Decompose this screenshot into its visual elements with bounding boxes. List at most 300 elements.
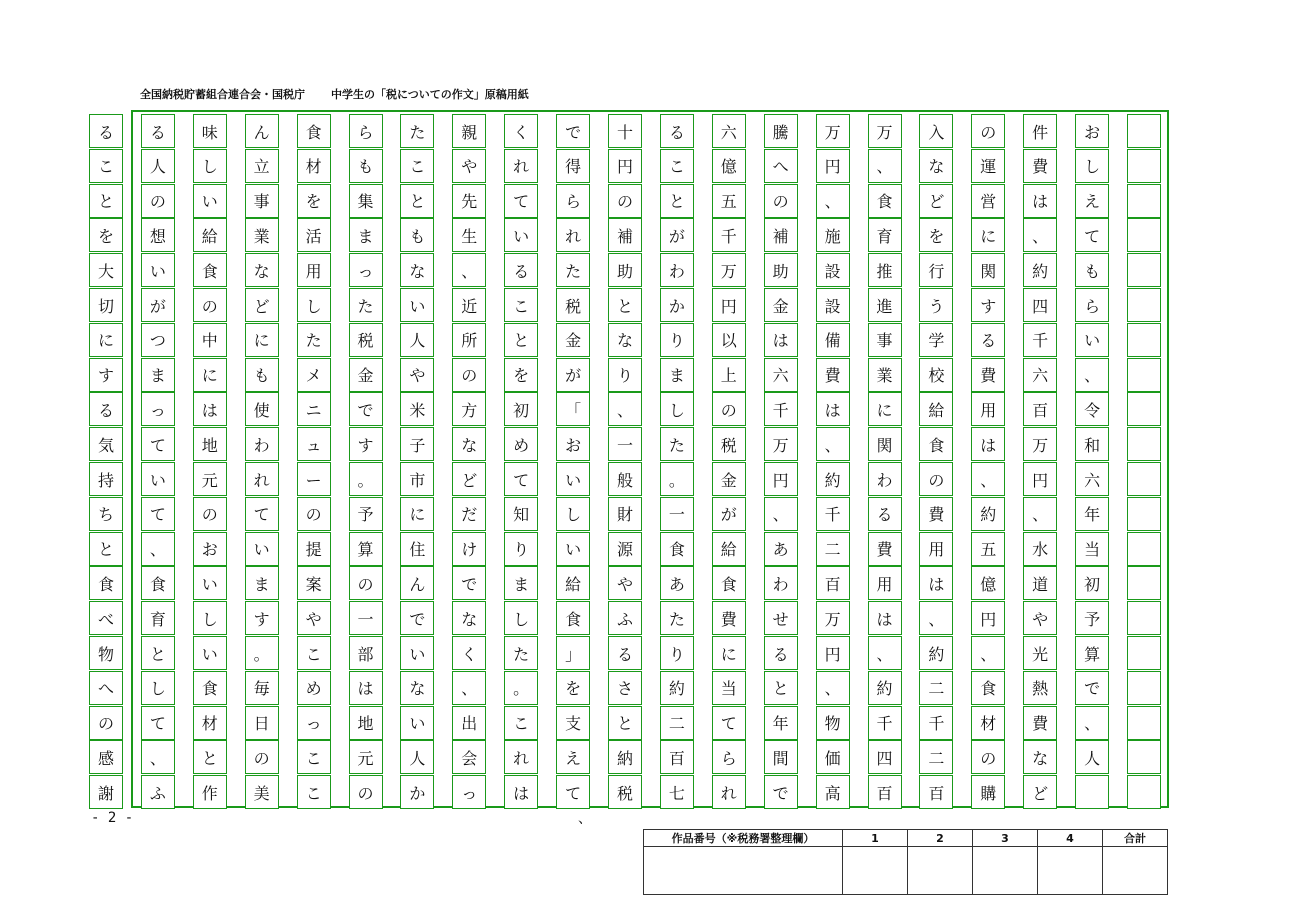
grid-cell: 設: [816, 253, 850, 287]
grid-cell: の: [245, 740, 279, 774]
grid-cell: 算: [1075, 636, 1109, 670]
grid-cell: る: [764, 636, 798, 670]
grid-cell: 親: [452, 114, 486, 148]
grid-cell: 校: [919, 358, 953, 392]
grid-cell: ま: [349, 218, 383, 252]
grid-cell: の: [141, 184, 175, 218]
grid-cell: [1127, 775, 1161, 809]
grid-cell: の: [971, 114, 1005, 148]
grid-cell: 価: [816, 740, 850, 774]
grid-cell: 百: [1023, 392, 1057, 426]
grid-cell: て: [712, 706, 746, 740]
grid-cell: 百: [919, 775, 953, 809]
score-cell-2[interactable]: [908, 847, 973, 895]
grid-cell: に: [868, 392, 902, 426]
score-cell-1[interactable]: [843, 847, 908, 895]
grid-cell: 費: [1023, 706, 1057, 740]
grid-cell: 百: [816, 566, 850, 600]
grid-cell: [1127, 566, 1161, 600]
grid-cell: [1127, 253, 1161, 287]
grid-cell: 給: [556, 566, 590, 600]
grid-cell: 業: [245, 218, 279, 252]
grid-cell: 所: [452, 323, 486, 357]
grid-cell: の: [712, 392, 746, 426]
grid-cell: り: [660, 323, 694, 357]
grid-cell: 」: [556, 636, 590, 670]
grid-cell: と: [400, 184, 434, 218]
score-header-4: 4: [1038, 830, 1103, 847]
grid-cell: 推: [868, 253, 902, 287]
grid-cell: の: [349, 775, 383, 809]
grid-column: [919, 112, 953, 806]
grid-column: [712, 112, 746, 806]
grid-cell: 上: [712, 358, 746, 392]
grid-cell: と: [608, 706, 642, 740]
grid-cell: に: [89, 323, 123, 357]
stray-mark: 、: [578, 811, 592, 827]
grid-column: [764, 112, 798, 806]
grid-cell: 円: [712, 288, 746, 322]
grid-cell: し: [297, 288, 331, 322]
grid-cell: 千: [868, 706, 902, 740]
grid-cell: で: [400, 601, 434, 635]
grid-cell: 、: [816, 671, 850, 705]
grid-cell: [1127, 636, 1161, 670]
grid-cell: べ: [89, 601, 123, 635]
grid-cell: ふ: [141, 775, 175, 809]
grid-column: [971, 112, 1005, 806]
grid-cell: 五: [971, 532, 1005, 566]
grid-cell: 和: [1075, 427, 1109, 461]
grid-cell: [1127, 184, 1161, 218]
grid-cell: に: [400, 497, 434, 531]
grid-cell: [1127, 462, 1161, 496]
grid-cell: 案: [297, 566, 331, 600]
grid-cell: 当: [712, 671, 746, 705]
grid-cell: て: [1075, 218, 1109, 252]
grid-column: [297, 112, 331, 806]
grid-cell: な: [452, 427, 486, 461]
grid-cell: な: [400, 253, 434, 287]
grid-cell: た: [297, 323, 331, 357]
score-header-3: 3: [973, 830, 1038, 847]
grid-cell: 千: [764, 392, 798, 426]
grid-cell: た: [504, 636, 538, 670]
grid-cell: が: [660, 218, 694, 252]
grid-cell: い: [141, 253, 175, 287]
grid-cell: こ: [504, 288, 538, 322]
grid-cell: た: [556, 253, 590, 287]
grid-cell: 予: [349, 497, 383, 531]
grid-cell: っ: [452, 775, 486, 809]
grid-column: [868, 112, 902, 806]
grid-cell: 得: [556, 149, 590, 183]
grid-cell: ど: [1023, 775, 1057, 809]
grid-cell: こ: [89, 149, 123, 183]
grid-cell: 、: [919, 601, 953, 635]
grid-cell: も: [349, 149, 383, 183]
grid-cell: 光: [1023, 636, 1057, 670]
grid-cell: す: [971, 288, 1005, 322]
manuscript-grid: [97, 110, 1169, 808]
grid-cell: て: [141, 706, 175, 740]
score-table-label: 作品番号（※税務署整理欄）: [644, 830, 843, 847]
grid-cell: 、: [971, 462, 1005, 496]
grid-column: [245, 112, 279, 806]
grid-cell: 約: [1023, 253, 1057, 287]
grid-cell: [1127, 323, 1161, 357]
grid-cell: で: [556, 114, 590, 148]
grid-cell: ら: [712, 740, 746, 774]
grid-cell: 千: [1023, 323, 1057, 357]
grid-cell: 、: [141, 532, 175, 566]
grid-cell: 約: [868, 671, 902, 705]
grid-cell: の: [608, 184, 642, 218]
grid-cell: 千: [816, 497, 850, 531]
grid-cell: 千: [919, 706, 953, 740]
grid-cell: 食: [919, 427, 953, 461]
page-number: - 2 -: [91, 810, 134, 826]
grid-cell: 四: [1023, 288, 1057, 322]
grid-cell: 運: [971, 149, 1005, 183]
grid-cell: 約: [919, 636, 953, 670]
grid-cell: ま: [504, 566, 538, 600]
grid-cell: [1127, 114, 1161, 148]
grid-cell: 食: [712, 566, 746, 600]
grid-cell: ら: [1075, 288, 1109, 322]
grid-cell: 円: [1023, 462, 1057, 496]
grid-cell: い: [193, 636, 227, 670]
score-cell-total[interactable]: [1103, 847, 1168, 895]
grid-cell: 購: [971, 775, 1005, 809]
grid-cell: で: [764, 775, 798, 809]
grid-cell: 給: [919, 392, 953, 426]
grid-cell: く: [504, 114, 538, 148]
grid-cell: [1127, 218, 1161, 252]
grid-cell: 方: [452, 392, 486, 426]
grid-cell: い: [504, 218, 538, 252]
grid-cell: 補: [764, 218, 798, 252]
grid-cell: 育: [141, 601, 175, 635]
grid-cell: い: [193, 184, 227, 218]
grid-cell: れ: [245, 462, 279, 496]
grid-cell: 万: [816, 601, 850, 635]
grid-cell: い: [1075, 323, 1109, 357]
grid-cell: 騰: [764, 114, 798, 148]
grid-cell: 四: [868, 740, 902, 774]
page-header: [140, 86, 529, 102]
grid-cell: 用: [868, 566, 902, 600]
grid-cell: 件: [1023, 114, 1057, 148]
grid-cell: の: [764, 184, 798, 218]
grid-cell: の: [971, 740, 1005, 774]
grid-cell: に: [193, 358, 227, 392]
grid-cell: り: [608, 358, 642, 392]
grid-cell: 活: [297, 218, 331, 252]
grid-cell: ふ: [608, 601, 642, 635]
grid-cell: の: [919, 462, 953, 496]
grid-cell: [1127, 671, 1161, 705]
grid-cell: い: [556, 532, 590, 566]
grid-cell: 、: [1075, 358, 1109, 392]
score-header-total: 合計: [1103, 830, 1168, 847]
grid-cell: い: [400, 706, 434, 740]
grid-cell: と: [660, 184, 694, 218]
grid-cell: や: [608, 566, 642, 600]
grid-cell: 人: [400, 740, 434, 774]
grid-cell: [1127, 392, 1161, 426]
grid-cell: 五: [712, 184, 746, 218]
grid-column: [660, 112, 694, 806]
grid-cell: め: [297, 671, 331, 705]
grid-cell: 行: [919, 253, 953, 287]
grid-cell: え: [1075, 184, 1109, 218]
grid-cell: 近: [452, 288, 486, 322]
grid-cell: な: [400, 671, 434, 705]
grid-cell: も: [1075, 253, 1109, 287]
grid-cell: 物: [89, 636, 123, 670]
grid-cell: ま: [660, 358, 694, 392]
grid-cell: は: [764, 323, 798, 357]
grid-cell: て: [504, 184, 538, 218]
grid-cell: 円: [816, 636, 850, 670]
grid-cell: 約: [660, 671, 694, 705]
grid-cell: 。: [504, 671, 538, 705]
grid-cell: 謝: [89, 775, 123, 809]
grid-cell: 費: [971, 358, 1005, 392]
score-cell-4[interactable]: [1038, 847, 1103, 895]
grid-cell: が: [141, 288, 175, 322]
grid-cell: 想: [141, 218, 175, 252]
grid-cell: け: [452, 532, 486, 566]
grid-cell: 億: [971, 566, 1005, 600]
grid-cell: 初: [504, 392, 538, 426]
grid-cell: こ: [297, 636, 331, 670]
grid-cell: 集: [349, 184, 383, 218]
grid-cell: 先: [452, 184, 486, 218]
grid-cell: 米: [400, 392, 434, 426]
grid-cell: 二: [919, 671, 953, 705]
grid-cell: さ: [608, 671, 642, 705]
grid-cell: い: [556, 462, 590, 496]
grid-cell: へ: [89, 671, 123, 705]
grid-column: [193, 112, 227, 806]
grid-cell: 関: [971, 253, 1005, 287]
grid-cell: た: [660, 427, 694, 461]
grid-cell: は: [919, 566, 953, 600]
grid-cell: と: [764, 671, 798, 705]
grid-cell: 材: [297, 149, 331, 183]
grid-cell: 税: [556, 288, 590, 322]
grid-cell: [1127, 601, 1161, 635]
grid-cell: [1127, 427, 1161, 461]
grid-cell: 百: [660, 740, 694, 774]
grid-cell: 感: [89, 740, 123, 774]
grid-cell: と: [141, 636, 175, 670]
grid-cell: 会: [452, 740, 486, 774]
grid-cell: ど: [452, 462, 486, 496]
grid-cell: も: [245, 358, 279, 392]
grid-cell: は: [349, 671, 383, 705]
grid-cell: 毎: [245, 671, 279, 705]
grid-cell: 費: [712, 601, 746, 635]
grid-cell: 給: [712, 532, 746, 566]
grid-cell: で: [349, 392, 383, 426]
grid-cell: わ: [660, 253, 694, 287]
grid-cell: の: [349, 566, 383, 600]
grid-cell: [1127, 149, 1161, 183]
grid-cell: を: [919, 218, 953, 252]
grid-cell: 。: [245, 636, 279, 670]
grid-cell: 、: [764, 497, 798, 531]
grid-cell: 六: [712, 114, 746, 148]
grid-cell: 中: [193, 323, 227, 357]
grid-cell: 。: [660, 462, 694, 496]
grid-cell: ュ: [297, 427, 331, 461]
grid-cell: 出: [452, 706, 486, 740]
grid-cell: 材: [971, 706, 1005, 740]
score-cell-3[interactable]: [973, 847, 1038, 895]
grid-cell: 施: [816, 218, 850, 252]
grid-cell: は: [504, 775, 538, 809]
grid-cell: た: [400, 114, 434, 148]
grid-cell: 、: [816, 184, 850, 218]
grid-cell: 道: [1023, 566, 1057, 600]
grid-cell: す: [349, 427, 383, 461]
grid-cell: 、: [1075, 706, 1109, 740]
grid-cell: や: [297, 601, 331, 635]
grid-cell: し: [660, 392, 694, 426]
grid-cell: 業: [868, 358, 902, 392]
grid-column: [816, 112, 850, 806]
score-cell-id[interactable]: [644, 847, 843, 895]
grid-cell: 生: [452, 218, 486, 252]
grid-cell: を: [297, 184, 331, 218]
grid-cell: こ: [504, 706, 538, 740]
grid-cell: わ: [245, 427, 279, 461]
grid-cell: 財: [608, 497, 642, 531]
grid-cell: 円: [971, 601, 1005, 635]
grid-cell: と: [504, 323, 538, 357]
grid-cell: 事: [868, 323, 902, 357]
grid-cell: 地: [349, 706, 383, 740]
grid-cell: 人: [1075, 740, 1109, 774]
grid-cell: 持: [89, 462, 123, 496]
grid-cell: ん: [400, 566, 434, 600]
grid-cell: 大: [89, 253, 123, 287]
grid-cell: る: [89, 392, 123, 426]
grid-cell: 使: [245, 392, 279, 426]
grid-cell: 食: [971, 671, 1005, 705]
grid-cell: 食: [89, 566, 123, 600]
grid-cell: こ: [297, 740, 331, 774]
grid-cell: に: [712, 636, 746, 670]
grid-cell: 費: [816, 358, 850, 392]
grid-cell: 六: [1023, 358, 1057, 392]
grid-cell: 食: [868, 184, 902, 218]
grid-cell: 千: [712, 218, 746, 252]
grid-cell: し: [556, 497, 590, 531]
grid-cell: 金: [712, 462, 746, 496]
grid-cell: で: [452, 566, 486, 600]
grid-cell: か: [400, 775, 434, 809]
grid-cell: ど: [919, 184, 953, 218]
grid-cell: 事: [245, 184, 279, 218]
grid-cell: [1127, 497, 1161, 531]
grid-cell: 円: [608, 149, 642, 183]
grid-cell: ニ: [297, 392, 331, 426]
grid-cell: う: [919, 288, 953, 322]
grid-cell: だ: [452, 497, 486, 531]
grid-cell: 、: [452, 253, 486, 287]
grid-cell: い: [245, 532, 279, 566]
grid-column: [1023, 112, 1057, 806]
grid-cell: 、: [452, 671, 486, 705]
grid-cell: 育: [868, 218, 902, 252]
grid-cell: す: [245, 601, 279, 635]
grid-cell: 税: [349, 323, 383, 357]
grid-cell: 約: [971, 497, 1005, 531]
grid-cell: 「: [556, 392, 590, 426]
grid-cell: し: [1075, 149, 1109, 183]
grid-column: [400, 112, 434, 806]
grid-cell: な: [245, 253, 279, 287]
grid-cell: り: [504, 532, 538, 566]
grid-cell: な: [608, 323, 642, 357]
grid-cell: っ: [349, 253, 383, 287]
grid-cell: 高: [816, 775, 850, 809]
grid-cell: ー: [297, 462, 331, 496]
grid-cell: 関: [868, 427, 902, 461]
grid-cell: や: [452, 149, 486, 183]
grid-cell: 、: [608, 392, 642, 426]
grid-cell: し: [504, 601, 538, 635]
grid-cell: 市: [400, 462, 434, 496]
grid-cell: 食: [297, 114, 331, 148]
score-header-2: 2: [908, 830, 973, 847]
grid-cell: 知: [504, 497, 538, 531]
grid-cell: 食: [141, 566, 175, 600]
grid-cell: る: [504, 253, 538, 287]
grid-cell: 食: [193, 253, 227, 287]
grid-cell: 、: [1023, 497, 1057, 531]
grid-cell: ま: [245, 566, 279, 600]
grid-cell: て: [141, 497, 175, 531]
grid-cell: 美: [245, 775, 279, 809]
grid-cell: て: [504, 462, 538, 496]
grid-cell: れ: [504, 740, 538, 774]
grid-cell: ど: [245, 288, 279, 322]
grid-cell: も: [400, 218, 434, 252]
grid-cell: は: [1023, 184, 1057, 218]
grid-cell: め: [504, 427, 538, 461]
grid-cell: 億: [712, 149, 746, 183]
grid-cell: 日: [245, 706, 279, 740]
grid-cell: 金: [764, 288, 798, 322]
grid-cell: 食: [660, 532, 694, 566]
grid-cell: る: [89, 114, 123, 148]
grid-cell: 年: [764, 706, 798, 740]
grid-cell: 一: [608, 427, 642, 461]
grid-cell: メ: [297, 358, 331, 392]
grid-cell: 、: [868, 636, 902, 670]
grid-cell: る: [868, 497, 902, 531]
grid-cell: が: [712, 497, 746, 531]
grid-cell: 地: [193, 427, 227, 461]
grid-cell: る: [141, 114, 175, 148]
grid-cell: 円: [764, 462, 798, 496]
grid-cell: て: [245, 497, 279, 531]
